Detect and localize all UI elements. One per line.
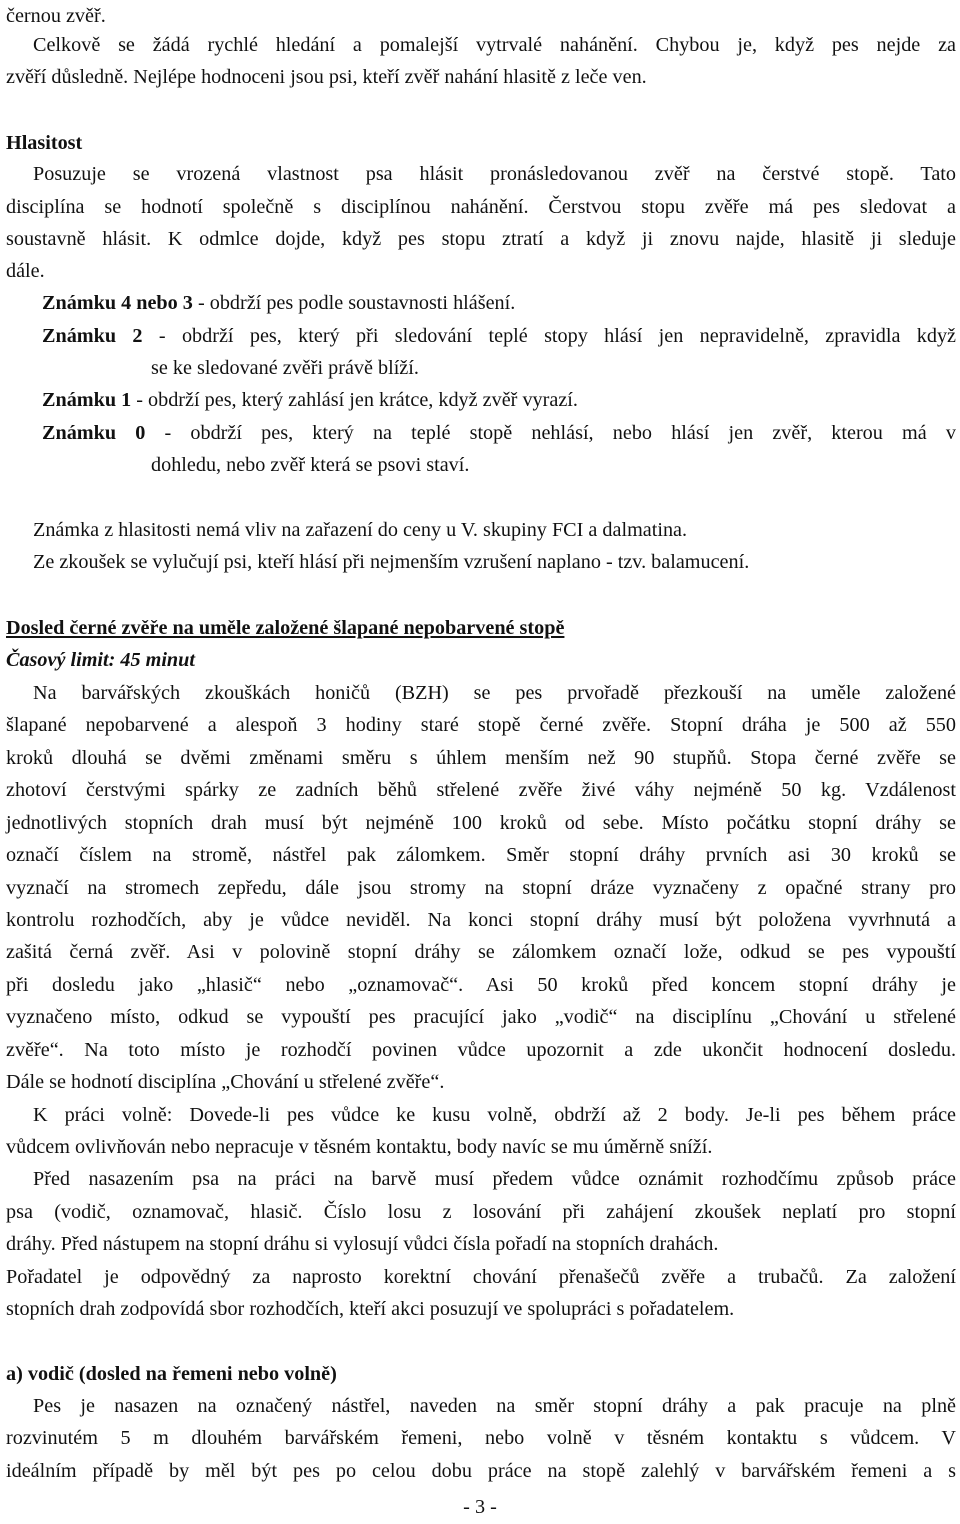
page-number: - 3 - xyxy=(463,1496,497,1518)
text-line: vyznačí na stromech zepředu, dále jsou stromy na stopní dráze vyznačeny z opačné strany pro xyxy=(6,877,956,899)
grade-0-continuation: dohledu, nebo zvěř která se psovi staví. xyxy=(151,454,470,476)
text-line: stopních drah zodpovídá sbor rozhodčích, kteří akci posuzují ve spolupráci s pořadatelem. xyxy=(6,1298,735,1320)
text-line: označí číslem na stromě, nástřel pak zálomkem. Směr stopní dráhy prvních asi 30 kroků se xyxy=(6,844,956,866)
text-line: zašitá černá zvěř. Asi v polovině stopní dráhy se zálomkem označí lože, odkud se pes vypouští xyxy=(6,941,956,963)
text-line: disciplína se hodnotí společně s disciplínou nahánění. Čerstvou stopu zvěře má pes sledovat a xyxy=(6,196,956,218)
text-line: Pořadatel je odpovědný za naprosto korektní chování přenašečů zvěře a trubačů. Za založení xyxy=(6,1266,956,1288)
text-line: K práci volně: Dovede-li pes vůdce ke kusu volně, obdrží až 2 body. Je-li pes během práce xyxy=(33,1104,956,1126)
grade-label: Známku 2 xyxy=(42,325,143,347)
grade-2-continuation: se ke sledované zvěři právě blíží. xyxy=(151,357,419,379)
text-line: Před nasazením psa na práci na barvě musí předem vůdce oznámit rozhodčímu způsob práce xyxy=(33,1168,956,1190)
grade-label: Známku 1 xyxy=(42,389,132,411)
text-line: rozvinutém 5 m dlouhém barvářském řemeni, nebo volně v těsném kontaktu s vůdcem. V xyxy=(6,1427,956,1449)
grade-0-item xyxy=(42,419,956,447)
section-heading-hlasitost: Hlasitost xyxy=(6,132,83,154)
grade-1-item xyxy=(42,386,956,414)
grade-2-item xyxy=(42,322,956,350)
text-line: soustavně hlásit. K odmlce dojde, když pes stopu ztratí a když ji znovu najde, hlasitě ji sleduje xyxy=(6,228,956,250)
text-line: šlapané nepobarvené a alespoň 3 hodiny staré stopě černé zvěře. Stopní dráha je 500 až 550 xyxy=(6,714,956,736)
text-line: zvěří důsledně. Nejlépe hodnoceni jsou psi, kteří zvěř nahání hlasitě z leče ven. xyxy=(6,66,647,88)
text-line: dráhy. Před nástupem na stopní dráhu si vylosují vůdci čísla pořadí na stopních drahách. xyxy=(6,1233,719,1255)
text-line: vyznačeno místo, odkud se vypouští pes pracující jako „vodič“ na disciplínu „Chování u střelené xyxy=(6,1006,956,1028)
text-line: Posuzuje se vrozená vlastnost psa hlásit pronásledovanou zvěř na čerstvé stopě. Tato xyxy=(33,163,956,185)
text-line: psa (vodič, oznamovač, hlasič. Číslo losu z losování při zahájení zkoušek neplatí pro stopní xyxy=(6,1201,956,1223)
grade-4-3-item xyxy=(42,289,956,317)
text-line: jednotlivých stopních drah musí být nejméně 100 kroků od sebe. Místo počátku stopní dráhy se xyxy=(6,812,956,834)
text-line: kontrolu rozhodčích, aby je vůdce neviděl. Na konci stopní dráhy musí být položena vyvrhnutá a xyxy=(6,909,956,931)
section-heading-vodic: a) vodič (dosled na řemeni nebo volně) xyxy=(6,1363,337,1385)
text-line: při dosledu jako „hlasič“ nebo „oznamovač“. Asi 50 kroků před koncem stopní dráhy je xyxy=(6,974,956,996)
text-line: vůdcem ovlivňován nebo nepracuje v těsném kontaktu, body navíc se mu úměrně sníží. xyxy=(6,1136,713,1158)
time-limit: Časový limit: 45 minut xyxy=(6,649,195,671)
note-line: Ze zkoušek se vylučují psi, kteří hlásí při nejmenším vzrušení naplano - tzv. balamucení. xyxy=(33,551,750,573)
text-line: Dále se hodnotí disciplína „Chování u střelené zvěře“. xyxy=(6,1071,445,1093)
text-line: zvěře“. Na toto místo je rozhodčí povinen vůdce upozornit a zde ukončit hodnocení dosledu. xyxy=(6,1039,956,1061)
text-line: Na barvářských zkouškách honičů (BZH) se pes prvořadě přezkouší na uměle založené xyxy=(33,682,956,704)
grade-text: - obdrží pes, který zahlásí jen krátce, když zvěř vyrazí. xyxy=(131,389,578,411)
text-line: dále. xyxy=(6,260,45,282)
grade-label: Známku 0 xyxy=(42,422,146,444)
grade-label: Známku 4 nebo 3 xyxy=(42,292,193,314)
text-line: ideálním případě by měl být pes po celou dobu práce na stopě zalehlý v barvářském řemeni a s xyxy=(6,1460,956,1482)
text-line: Celkově se žádá rychlé hledání a pomalejší vytrvalé nahánění. Chybou je, když pes nejde za xyxy=(33,34,956,56)
text-line: zhotoví čerstvými spárky ze zadních běhů střelené zvěře živé váhy nejméně 50 kg. Vzdálenost xyxy=(6,779,956,801)
grade-text: - obdrží pes podle soustavnosti hlášení. xyxy=(192,292,516,314)
grade-text: - obdrží pes, který při sledování teplé stopy hlásí jen nepravidelně, zpravidla když xyxy=(142,325,957,347)
section-heading-dosled: Dosled černé zvěře na uměle založené šlapané nepobarvené stopě xyxy=(6,617,565,639)
note-line: Známka z hlasitosti nemá vliv na zařazení do ceny u V. skupiny FCI a dalmatina. xyxy=(33,519,688,541)
text-line: kroků dlouhá se dvěmi změnami směru s úhlem menším než 90 stupňů. Stopa černé zvěře se xyxy=(6,747,956,769)
grade-text: - obdrží pes, který na teplé stopě nehlásí, nebo hlásí jen zvěř, kterou má v xyxy=(145,422,956,444)
text-line: Pes je nasazen na označený nástřel, naveden na směr stopní dráhy a pak pracuje na plně xyxy=(33,1395,956,1417)
text-line: černou zvěř. xyxy=(6,5,106,27)
